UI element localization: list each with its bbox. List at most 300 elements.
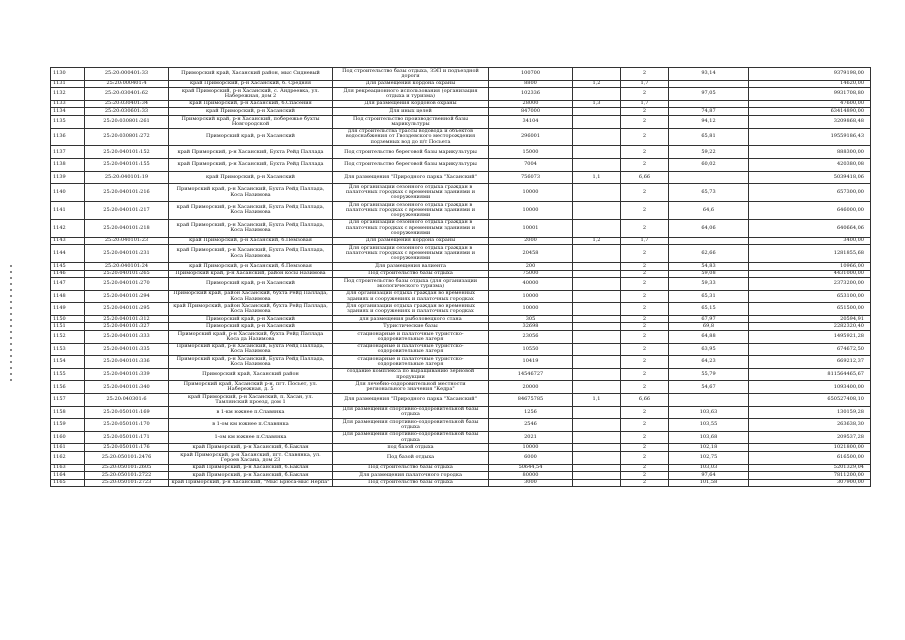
cell-total-value: 130159,28: [749, 406, 871, 419]
cell-cadastral-number: 25:20:040101:294: [85, 290, 169, 303]
cell-cadastral-number: 25:20:040101:336: [85, 356, 169, 369]
cell-cadastral-number: 25:20:050101:2722: [85, 472, 169, 480]
cell-row-number: 1135: [51, 115, 85, 128]
cell-coefficient: 2: [621, 88, 669, 101]
cell-row-number: 1157: [51, 394, 85, 407]
cell-area: 40000: [489, 278, 573, 291]
cell-address: Приморский край, р-н Хасанский, район косы Назимова: [169, 270, 333, 278]
cell-rate: [573, 419, 621, 432]
cell-row-number: 1165: [51, 479, 85, 487]
cell-unit-value: 101,58: [669, 479, 749, 487]
cell-permitted-use: создание комплекса по выращиванию зерновой продукции: [333, 368, 489, 381]
cell-rate: 1,1: [573, 394, 621, 407]
cell-address: Приморский край, р-н Хасанский, Бухта Рейд Паллада, Коса Назимова: [169, 356, 333, 369]
cell-permitted-use: Для размещения спортивно-оздоровительной базы отдыха: [333, 406, 489, 419]
cell-unit-value: [669, 171, 749, 184]
cell-coefficient: 6,66: [621, 171, 669, 184]
table-row: [51, 108, 871, 116]
cell-total-value: 14620,00: [749, 80, 871, 88]
cell-cadastral-number: 25:20:040101:333: [85, 331, 169, 344]
cell-cadastral-number: 25:20:050101:176: [85, 444, 169, 452]
table-row: [51, 146, 871, 159]
cell-area: 20000: [489, 381, 573, 394]
cell-rate: [573, 219, 621, 237]
cell-address: край Приморский, р-н Хасанский, Бухта Рейд Паллада, Коса Назимова: [169, 245, 333, 263]
cell-unit-value: 103,63: [669, 406, 749, 419]
cell-coefficient: 2: [621, 270, 669, 278]
cell-unit-value: 103,68: [669, 431, 749, 444]
cell-cadastral-number: 25:20:040101:218: [85, 219, 169, 237]
cell-total-value: 19559186,43: [749, 128, 871, 146]
cell-row-number: 1164: [51, 472, 85, 480]
cell-cadastral-number: 25:20:040101:340: [85, 381, 169, 394]
cell-coefficient: 2: [621, 262, 669, 270]
cell-unit-value: [669, 394, 749, 407]
cell-permitted-use: для размещения рыболовецкого стана: [333, 315, 489, 323]
cell-area: 7004: [489, 158, 573, 171]
cell-row-number: 1136: [51, 128, 85, 146]
cell-coefficient: 2: [621, 479, 669, 487]
cell-total-value: 4431000,00: [749, 270, 871, 278]
cell-area: 14546727: [489, 368, 573, 381]
cell-rate: [573, 201, 621, 219]
cell-unit-value: 102,75: [669, 452, 749, 465]
cell-permitted-use: Для организации отдыха граждан во временных зданиях и сооружениях и палаточных городках: [333, 303, 489, 316]
cell-address: край Приморский, р-н Хасанский, б.Баклан: [169, 464, 333, 472]
cell-area: 847000: [489, 108, 573, 116]
cell-rate: [573, 115, 621, 128]
cell-unit-value: 62,66: [669, 245, 749, 263]
cell-area: 10001: [489, 219, 573, 237]
cell-unit-value: 64,88: [669, 331, 749, 344]
cell-area: 102336: [489, 88, 573, 101]
cell-cadastral-number: 25:20:040101:216: [85, 184, 169, 202]
cell-permitted-use: под базой отдыха: [333, 444, 489, 452]
cell-area: 10000: [489, 201, 573, 219]
cell-cadastral-number: 25:20:000401:4: [85, 80, 169, 88]
cell-area: 305: [489, 315, 573, 323]
cell-area: 28000: [489, 100, 573, 108]
cell-unit-value: 65,81: [669, 128, 749, 146]
cell-coefficient: 2: [621, 452, 669, 465]
cell-coefficient: 2: [621, 146, 669, 159]
table-row: [51, 464, 871, 472]
cell-rate: [573, 88, 621, 101]
table-row: [51, 100, 871, 108]
cell-rate: [573, 356, 621, 369]
cell-rate: [573, 444, 621, 452]
cell-row-number: 1150: [51, 315, 85, 323]
cell-address: в 1-ом км южнее п.Славянка: [169, 419, 333, 432]
cell-total-value: 650527408,10: [749, 394, 871, 407]
cell-row-number: 1161: [51, 444, 85, 452]
cell-rate: [573, 290, 621, 303]
cell-row-number: 1151: [51, 323, 85, 331]
cell-cadastral-number: 25:20:040101:217: [85, 201, 169, 219]
cell-permitted-use: Для размещения спортивно-оздоровительной базы отдыха: [333, 419, 489, 432]
cell-address: Приморский край, р-н Хасанский, Бухта Рейд Паллада, Коса Назимова: [169, 184, 333, 202]
cell-unit-value: 54,83: [669, 262, 749, 270]
cell-coefficient: 2: [621, 331, 669, 344]
cell-coefficient: 2: [621, 303, 669, 316]
cell-permitted-use: Для лечебно-оздоровительной местности регионального значения "Кедра": [333, 381, 489, 394]
cell-row-number: 1137: [51, 146, 85, 159]
cell-total-value: 669212,37: [749, 356, 871, 369]
cell-rate: 1,1: [573, 171, 621, 184]
table-row: [51, 237, 871, 245]
cell-rate: [573, 262, 621, 270]
cell-cadastral-number: 25:20:040101:24: [85, 262, 169, 270]
table-row: [51, 270, 871, 278]
cell-area: 8800: [489, 80, 573, 88]
cell-area: 200: [489, 262, 573, 270]
cell-address: Приморский край, р-н Хасанский: [169, 323, 333, 331]
cell-total-value: 651500,00: [749, 303, 871, 316]
cell-coefficient: 2: [621, 108, 669, 116]
cell-rate: [573, 184, 621, 202]
cell-total-value: 209537,28: [749, 431, 871, 444]
cell-coefficient: 2: [621, 290, 669, 303]
cell-area: 84675785: [489, 394, 573, 407]
table-row: [51, 394, 871, 407]
cell-cadastral-number: 25:20:040101:152: [85, 146, 169, 159]
cell-cadastral-number: 25:20:030601:33: [85, 108, 169, 116]
cell-permitted-use: Для организации сезонного отдыха граждан в палаточных городках с временными зданиями и сооружениями: [333, 201, 489, 219]
cell-address: край Приморский, р-н Хасанский, Бухта Рейд Паллада, Коса Назимова: [169, 201, 333, 219]
cell-address: край Приморский, р-н Хасанский, пгт. Славянка, ул. Героев Хасана, дом 23: [169, 452, 333, 465]
cell-total-value: 2282320,40: [749, 323, 871, 331]
cell-coefficient: 2: [621, 368, 669, 381]
cell-coefficient: 2: [621, 419, 669, 432]
cell-row-number: 1146: [51, 270, 85, 278]
cell-address: край Приморский, р-н Хасанский, б.Баклан: [169, 444, 333, 452]
cell-total-value: 657300,00: [749, 184, 871, 202]
table-row: [51, 381, 871, 394]
cell-area: 756073: [489, 171, 573, 184]
cell-coefficient: 6,66: [621, 394, 669, 407]
cell-total-value: 1093400,00: [749, 381, 871, 394]
cell-coefficient: 1,7: [621, 80, 669, 88]
cell-rate: [573, 128, 621, 146]
cell-rate: [573, 406, 621, 419]
cell-address: Приморский край, Хасанский район: [169, 368, 333, 381]
table-body: [51, 68, 871, 487]
cell-address: край Приморский, р-н Хасанский, "Мыс Брюса-мыс Нерпа": [169, 479, 333, 487]
table-row: [51, 80, 871, 88]
cell-row-number: 1162: [51, 452, 85, 465]
cell-area: 75000: [489, 270, 573, 278]
cell-coefficient: 2: [621, 201, 669, 219]
cell-row-number: 1131: [51, 80, 85, 88]
cell-area: 296001: [489, 128, 573, 146]
cell-permitted-use: стационарные и палаточные туристско-оздоровительные лагеря: [333, 356, 489, 369]
cell-total-value: 263638,30: [749, 419, 871, 432]
cell-row-number: 1138: [51, 158, 85, 171]
cell-area: 23056: [489, 331, 573, 344]
cell-permitted-use: Под строительство береговой базы марикультуры: [333, 158, 489, 171]
cell-permitted-use: стационарные и палаточные туристско-оздоровительные лагеря: [333, 331, 489, 344]
cell-coefficient: 2: [621, 245, 669, 263]
cell-unit-value: 59,33: [669, 278, 749, 291]
cell-coefficient: 1,7: [621, 237, 669, 245]
cell-row-number: 1147: [51, 278, 85, 291]
cell-unit-value: 97,64: [669, 472, 749, 480]
cell-rate: [573, 245, 621, 263]
cell-address: край Приморский, р-н Хасанский, б.Спасения: [169, 100, 333, 108]
cell-area: 10000: [489, 184, 573, 202]
cell-permitted-use: Под строительство базы отдыха: [333, 464, 489, 472]
cell-cadastral-number: 25:20:040301:6: [85, 394, 169, 407]
cell-total-value: 307900,00: [749, 479, 871, 487]
cell-coefficient: 2: [621, 444, 669, 452]
cell-cadastral-number: 25:20:050101:169: [85, 406, 169, 419]
cell-unit-value: 64,06: [669, 219, 749, 237]
cell-address: край Приморский, р-н Хасанский, Бухта Рейд Паллада, Коса Назимова: [169, 219, 333, 237]
table-row: [51, 158, 871, 171]
cell-area: 80000: [489, 472, 573, 480]
cell-permitted-use: Для размещения "Природного парка "Хасанский": [333, 394, 489, 407]
table-row: [51, 452, 871, 465]
cell-permitted-use: Для размещения кордона охраны: [333, 237, 489, 245]
table-row: [51, 115, 871, 128]
cell-unit-value: [669, 100, 749, 108]
cell-address: Приморский край, р-н Хасанский: [169, 315, 333, 323]
cell-row-number: 1133: [51, 100, 85, 108]
cell-unit-value: 63,95: [669, 343, 749, 356]
table-row: [51, 128, 871, 146]
cell-total-value: 653100,00: [749, 290, 871, 303]
cell-permitted-use: Для иных целей: [333, 108, 489, 116]
cell-permitted-use: Туристические базы: [333, 323, 489, 331]
cell-permitted-use: Для рекреационного использования (организация отдыха и туризма): [333, 88, 489, 101]
cell-row-number: 1132: [51, 88, 85, 101]
cell-cadastral-number: 25:20:040101:265: [85, 270, 169, 278]
cell-rate: [573, 479, 621, 487]
cell-permitted-use: Под строительство производственной базы марикультуры: [333, 115, 489, 128]
cell-permitted-use: Для размещения палаточного городка: [333, 472, 489, 480]
table-row: [51, 406, 871, 419]
cell-area: 20458: [489, 245, 573, 263]
cell-address: край Приморский, р-н Хасанский, б. Средняя: [169, 80, 333, 88]
cell-permitted-use: Для размещения кордона охраны: [333, 80, 489, 88]
cell-cadastral-number: 25:20:030801:272: [85, 128, 169, 146]
cell-permitted-use: для строительства трассы водовода и объектов водоснабжения от Гвоздевского месторождения подземных вод до п/т Посьета: [333, 128, 489, 146]
cell-rate: [573, 431, 621, 444]
cell-permitted-use: Для размещения "Природного парка "Хасанский": [333, 171, 489, 184]
table-row: [51, 184, 871, 202]
cell-coefficient: 2: [621, 278, 669, 291]
cell-unit-value: 67,97: [669, 315, 749, 323]
cell-area: 100700: [489, 68, 573, 81]
cell-area: 2021: [489, 431, 573, 444]
table-row: [51, 262, 871, 270]
cell-cadastral-number: 25:20:040101:295: [85, 303, 169, 316]
cell-address: 1-ом км южнее п.Славянка: [169, 431, 333, 444]
cell-permitted-use: Под строительство береговой базы марикультуры: [333, 146, 489, 159]
cell-rate: [573, 331, 621, 344]
cell-row-number: 1145: [51, 262, 85, 270]
cell-address: край Приморский, р-н Хасанский, Бухта Рейд Паллада: [169, 146, 333, 159]
cell-cadastral-number: 25:20:050101:170: [85, 419, 169, 432]
cell-address: край Приморский, р-н Хасанский: [169, 171, 333, 184]
cell-row-number: 1148: [51, 290, 85, 303]
cell-row-number: 1153: [51, 343, 85, 356]
cell-unit-value: 64,6: [669, 201, 749, 219]
binder-holes: [10, 265, 13, 405]
cell-address: край Приморский, р-н Хасанский: [169, 108, 333, 116]
cell-row-number: 1155: [51, 368, 85, 381]
cell-rate: 1,3: [573, 100, 621, 108]
cell-cadastral-number: 25:20:050101:2476: [85, 452, 169, 465]
cell-address: край Приморский, район Хасанский, бухта Рейд Паллада, Коса Назимова: [169, 303, 333, 316]
cell-total-value: 47600,00: [749, 100, 871, 108]
cell-coefficient: 2: [621, 381, 669, 394]
cell-address: Приморский край, район Хасанский, бухта Рейд Паллада, Коса Назимова: [169, 290, 333, 303]
cell-area: 6000: [489, 452, 573, 465]
cell-total-value: 616500,00: [749, 452, 871, 465]
cell-address: Приморский край, р-н Хасанский, Бухта Рейд Паллада, Коса Назимова: [169, 343, 333, 356]
cell-coefficient: 2: [621, 315, 669, 323]
cell-address: край Приморский, р-н Хасанский, б.Пемзовая: [169, 262, 333, 270]
table-row: [51, 419, 871, 432]
cell-rate: [573, 323, 621, 331]
cell-total-value: 640664,06: [749, 219, 871, 237]
cell-address: Приморский край, р-н Хасанский, побережье бухты Новгородской: [169, 115, 333, 128]
cell-coefficient: 2: [621, 323, 669, 331]
cell-coefficient: 1,7: [621, 100, 669, 108]
cell-rate: [573, 270, 621, 278]
table-row: [51, 88, 871, 101]
cell-total-value: 63414890,00: [749, 108, 871, 116]
cell-address: Приморский край, р-н Хасанский: [169, 278, 333, 291]
cell-address: Приморский край, р-н Хасанский: [169, 128, 333, 146]
cell-unit-value: 103,55: [669, 419, 749, 432]
table-row: [51, 245, 871, 263]
cell-unit-value: 65,15: [669, 303, 749, 316]
cell-permitted-use: Для организации сезонного отдыха граждан в палаточных городках с временными зданиями и сооружениями: [333, 219, 489, 237]
cell-unit-value: 59,08: [669, 270, 749, 278]
table-row: [51, 472, 871, 480]
cell-cadastral-number: 25:20:040101:23: [85, 237, 169, 245]
cell-rate: [573, 472, 621, 480]
cell-unit-value: [669, 80, 749, 88]
cell-cadastral-number: 25:20:030801:261: [85, 115, 169, 128]
cell-row-number: 1152: [51, 331, 85, 344]
table-row: [51, 444, 871, 452]
table-row: [51, 343, 871, 356]
cell-rate: [573, 278, 621, 291]
cell-permitted-use: Под строительство базы отдыха: [333, 479, 489, 487]
cell-total-value: 420380,08: [749, 158, 871, 171]
cell-coefficient: 2: [621, 406, 669, 419]
cell-coefficient: 2: [621, 464, 669, 472]
cell-cadastral-number: 25:20:050101:2723: [85, 479, 169, 487]
cell-row-number: 1159: [51, 419, 85, 432]
cell-coefficient: 2: [621, 68, 669, 81]
table-row: [51, 290, 871, 303]
cell-total-value: 811564465,67: [749, 368, 871, 381]
cell-address: в 1-км южнее п.Славянка: [169, 406, 333, 419]
land-plots-table: [50, 67, 871, 487]
cell-coefficient: 2: [621, 184, 669, 202]
cell-address: Приморский край, р-н Хасанский, бухта Рейд Паллада Коса да Назимова: [169, 331, 333, 344]
cell-coefficient: 2: [621, 356, 669, 369]
table-row: [51, 303, 871, 316]
cell-row-number: 1143: [51, 237, 85, 245]
cell-rate: [573, 108, 621, 116]
cell-rate: [573, 368, 621, 381]
cell-area: 32698: [489, 323, 573, 331]
cell-row-number: 1141: [51, 201, 85, 219]
cell-area: 3000: [489, 479, 573, 487]
cell-area: 34104: [489, 115, 573, 128]
cell-cadastral-number: 25:20:040101:231: [85, 245, 169, 263]
cell-unit-value: 94,12: [669, 115, 749, 128]
cell-coefficient: 2: [621, 472, 669, 480]
cell-total-value: 1281855,68: [749, 245, 871, 263]
cell-area: 10419: [489, 356, 573, 369]
cell-permitted-use: Под базой отдыха: [333, 452, 489, 465]
cell-unit-value: 54,67: [669, 381, 749, 394]
cell-rate: 1,2: [573, 237, 621, 245]
cell-total-value: 1021800,00: [749, 444, 871, 452]
cell-coefficient: 2: [621, 219, 669, 237]
cell-cadastral-number: 25:20:040101:312: [85, 315, 169, 323]
cell-unit-value: 74,87: [669, 108, 749, 116]
cell-cadastral-number: 25:20:030401:62: [85, 88, 169, 101]
cell-total-value: 7811200,00: [749, 472, 871, 480]
cell-rate: [573, 381, 621, 394]
cell-unit-value: [669, 237, 749, 245]
cell-area: 10000: [489, 290, 573, 303]
cell-total-value: 3209868,48: [749, 115, 871, 128]
cell-area: 50644,54: [489, 464, 573, 472]
cell-cadastral-number: 25:20:000401:33: [85, 68, 169, 81]
table-row: [51, 68, 871, 81]
cell-total-value: 646000,00: [749, 201, 871, 219]
table-row: [51, 331, 871, 344]
table-row: [51, 368, 871, 381]
cell-total-value: 9379198,00: [749, 68, 871, 81]
cell-unit-value: 69,8: [669, 323, 749, 331]
cell-coefficient: 2: [621, 158, 669, 171]
cell-area: 10000: [489, 444, 573, 452]
cell-address: край Приморский, р-н Хасанский, п. Хасан, ул. Тамлянский проезд, дом 1: [169, 394, 333, 407]
table-row: [51, 171, 871, 184]
cell-row-number: 1160: [51, 431, 85, 444]
cell-cadastral-number: 25:20:040101:270: [85, 278, 169, 291]
cell-rate: [573, 68, 621, 81]
table-row: [51, 278, 871, 291]
cell-row-number: 1142: [51, 219, 85, 237]
cell-permitted-use: Под строительство базы отдыха, ЗЭП и подъездной дороги: [333, 68, 489, 81]
cell-unit-value: 103,03: [669, 464, 749, 472]
cell-unit-value: 102,18: [669, 444, 749, 452]
cell-address: край Приморский, р-н Хасанский, б.Пемзовая: [169, 237, 333, 245]
cell-area: 1256: [489, 406, 573, 419]
cell-row-number: 1130: [51, 68, 85, 81]
cell-cadastral-number: 25:20:040101:327: [85, 323, 169, 331]
cell-coefficient: 2: [621, 343, 669, 356]
cell-address: край Приморский, р-н Хасанский, Бухта Рейд Паллада: [169, 158, 333, 171]
cell-total-value: 888300,00: [749, 146, 871, 159]
cell-unit-value: 93,14: [669, 68, 749, 81]
table-row: [51, 315, 871, 323]
table-row: [51, 323, 871, 331]
cell-total-value: 9931708,80: [749, 88, 871, 101]
cell-address: край Приморский, р-н Хасанский, с. Андреевка, ул. Набережная, дом 2: [169, 88, 333, 101]
cell-row-number: 1140: [51, 184, 85, 202]
